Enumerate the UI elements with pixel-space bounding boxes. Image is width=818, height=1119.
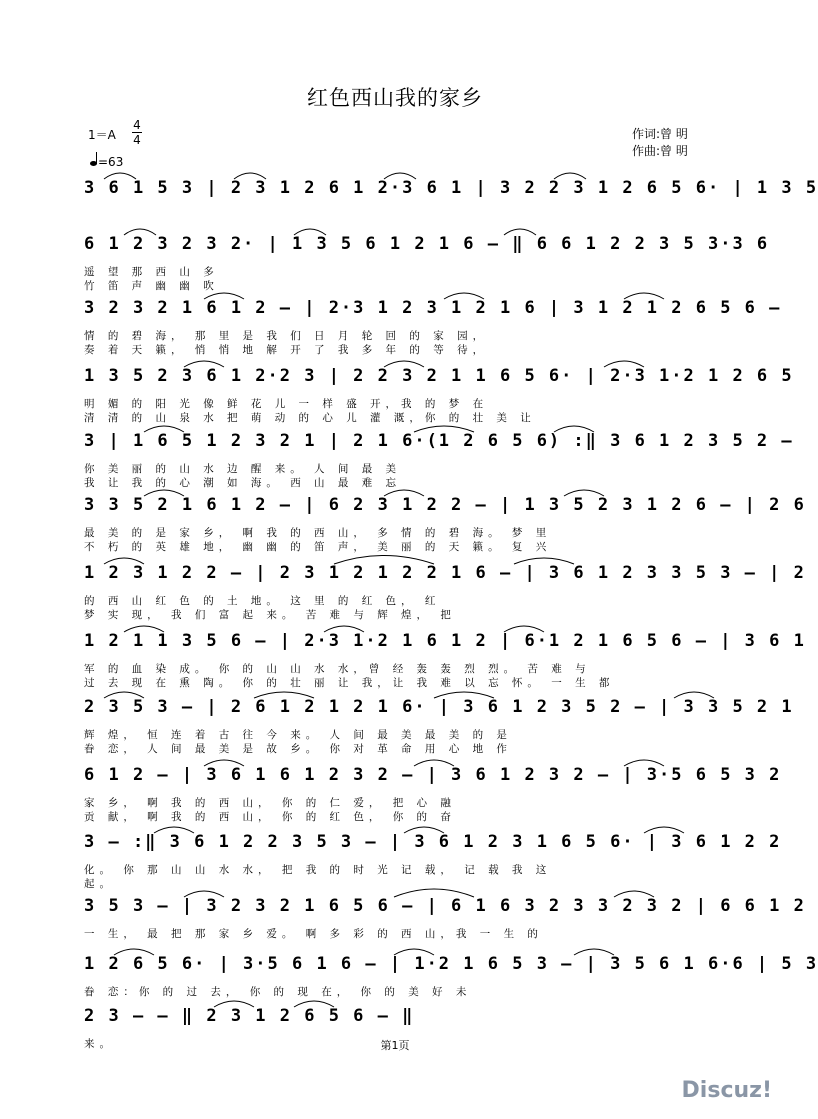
- composer: 作曲:曾 明: [632, 144, 688, 158]
- song-title: 红色西山我的家乡: [307, 86, 483, 110]
- lyric-verse-1: 一 生， 最 把 那 家 乡 爱。 啊 多 彩 的 西 山，我 一 生 的: [84, 928, 543, 940]
- watermark-logo: Discuz!: [681, 1078, 772, 1103]
- lyric-verse-2: 竹 笛 声 幽 幽 吹: [84, 280, 219, 292]
- lyric-verse-2: 梦 实 现， 我 们 富 起 来。 苦 难 与 辉 煌， 把: [84, 609, 456, 621]
- time-signature: [132, 118, 142, 147]
- notation-line: 3 6 1 5 3 | 2 3 1 2 6 1 2·3 6 1 | 3 2 2 3 1 2 6 5 6· | 1 3 5: [84, 178, 818, 198]
- lyric-verse-1: 你 美 丽 的 山 水 边 醒 来。 人 间 最 美: [84, 463, 402, 475]
- lyric-verse-2: 眷 恋， 人 间 最 美 是 故 乡。 你 对 革 命 用 心 地 作: [84, 743, 512, 755]
- notation-line: 1 3 5 2 3 6 1 2·2 3 | 2 2 3 2 1 1 6 5 6· | 2·3 1·2 1 2 6 5: [84, 366, 794, 386]
- lyric-verse-1: 明 媚 的 阳 光 像 鲜 花 儿 一 样 盛 开，我 的 梦 在: [84, 398, 489, 410]
- notation-line: 1 2 1 1 3 5 6 – | 2·3 1·2 1 6 1 2 | 6·1 2 1 6 5 6 – | 3 6 1: [84, 631, 806, 651]
- lyric-verse-1: 军 的 血 染 成。 你 的 山 山 水 水，曾 经 轰 轰 烈 烈。 苦 难 与: [84, 663, 591, 675]
- lyric-verse-2: 贡 献， 啊 我 的 西 山， 你 的 红 色， 你 的 奋: [84, 811, 456, 823]
- lyric-verse-1: [84, 208, 729, 222]
- lyric-verse-1: 眷 恋：你 的 过 去， 你 的 现 在， 你 的 美 好 未: [84, 986, 472, 998]
- lyric-verse-1: 最 美 的 是 家 乡， 啊 我 的 西 山， 多 情 的 碧 海。 梦 里: [84, 527, 552, 539]
- time-signature-bottom: 4: [133, 133, 141, 147]
- credits: [632, 126, 688, 160]
- lyric-verse-1: 情 的 碧 海， 那 里 是 我 们 日 月 轮 回 的 家 园，: [84, 330, 489, 342]
- lyric-verse-1: 家 乡， 啊 我 的 西 山， 你 的 仁 爱， 把 心 融: [84, 797, 456, 809]
- notation-line: 6 1 2 3 2 3 2· | 1 3 5 6 1 2 1 6 – ‖ 6 6 1 2 2 3 5 3·3 6: [84, 234, 770, 254]
- notation-line: 3 – :‖ 3 6 1 2 2 3 5 3 – | 3 6 1 2 3 1 6 5 6· | 3 6 1 2 2: [84, 832, 782, 852]
- lyric-verse-2: 我 让 我 的 心 潮 如 海。 西 山 最 难 忘: [84, 477, 402, 489]
- notation-line: 2 3 – – ‖ 2 3 1 2 6 5 6 – ‖: [84, 1006, 415, 1026]
- lyric-verse-1: 化。 你 那 山 山 水 水， 把 我 的 时 光 记 载， 记 载 我 这: [84, 864, 552, 876]
- key-signature: 1＝A: [88, 128, 116, 142]
- notation-line: 2 3 5 3 – | 2 6 1 2 1 2 1 6· | 3 6 1 2 3 5 2 – | 3 3 5 2 1: [84, 697, 794, 717]
- notation-line: 3 | 1 6 5 1 2 3 2 1 | 2 1 6·(1 2 6 5 6) :‖ 3 6 1 2 3 5 2 –: [84, 431, 794, 451]
- lyricist: 作词:曾 明: [632, 127, 688, 141]
- lyric-verse-2: 清 清 的 山 泉 水 把 萌 动 的 心 儿 灌 溉，你 的 壮 美 让: [84, 412, 536, 424]
- lyric-verse-1: 来。: [84, 1038, 115, 1050]
- notation-line: 1 2 3 1 2 2 – | 2 3 1 2 1 2 2 1 6 – | 3 6 1 2 3 3 5 3 – | 2: [84, 563, 806, 583]
- notation-line: 3 2 3 2 1 6 1 2 – | 2·3 1 2 3 1 2 1 6 | 3 1 2 1 2 6 5 6 –: [84, 298, 782, 318]
- notation-line: 1 2 6 5 6· | 3·5 6 1 6 – | 1·2 1 6 5 3 – | 3 5 6 1 6·6 | 5 3: [84, 954, 818, 974]
- page-number: 第1页: [380, 1039, 410, 1052]
- notation-line: 6 1 2 – | 3 6 1 6 1 2 3 2 – | 3 6 1 2 3 2 – | 3·5 6 5 3 2: [84, 765, 782, 785]
- lyric-verse-1: 辉 煌， 恒 连 着 古 往 今 来。 人 间 最 美 最 美 的 是: [84, 729, 512, 741]
- notation-line: 3 5 3 – | 3 2 3 2 1 6 5 6 – | 6 1 6 3 2 3 3 2 3 2 | 6 6 1 2: [84, 896, 806, 916]
- time-signature-top: 4: [133, 118, 141, 132]
- lyric-verse-2: 奏 着 天 籁， 悄 悄 地 解 开 了 我 多 年 的 等 待，: [84, 344, 489, 356]
- lyric-verse-1: 的 西 山 红 色 的 土 地。 这 里 的 红 色， 红: [84, 595, 441, 607]
- lyric-verse-1: 遥 望 那 西 山 多: [84, 266, 219, 278]
- lyric-verse-2: 起。: [84, 878, 115, 890]
- lyric-verse-2: 不 朽 的 英 雄 地， 幽 幽 的 笛 声， 美 丽 的 天 籁。 复 兴: [84, 541, 552, 553]
- notation-line: 3 3 5 2 1 6 1 2 – | 6 2 3 1 2 2 – | 1 3 5 2 3 1 2 6 – | 2 6: [84, 495, 806, 515]
- tempo-value: =63: [98, 155, 124, 169]
- lyric-verse-2: 过 去 现 在 熏 陶。 你 的 壮 丽 让 我，让 我 难 以 忘 怀。 一 生 都: [84, 677, 615, 689]
